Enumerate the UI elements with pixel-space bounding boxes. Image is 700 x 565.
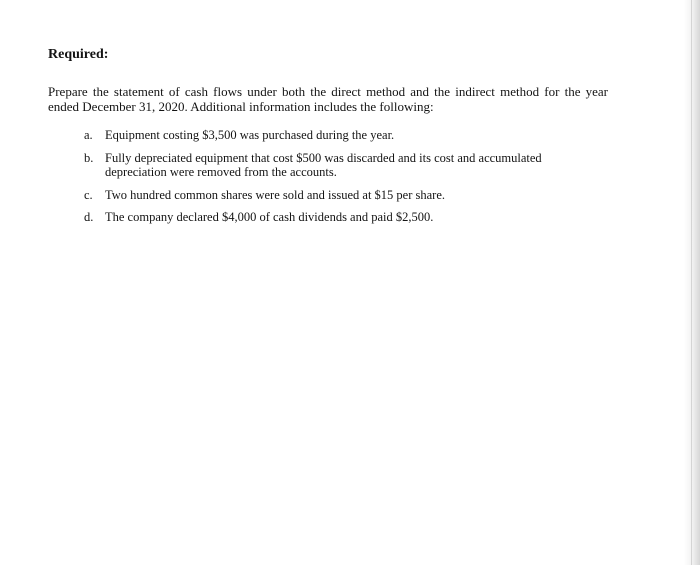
instructions-paragraph: Prepare the statement of cash flows under both the direct method and the indirect method for the year ended December 31, 2020. Additional information includes the following: [48, 84, 608, 114]
list-marker: d. [84, 210, 94, 224]
list-item-b [48, 151, 575, 180]
list-item-text: Equipment costing $3,500 was purchased during the year. [105, 128, 395, 142]
page-edge-shadow [684, 0, 700, 565]
list-item-c [48, 188, 575, 203]
page-edge-line [691, 0, 692, 565]
list-item-d [48, 210, 575, 225]
list-item-a [48, 128, 575, 143]
document-content [48, 46, 628, 233]
list-marker: c. [84, 187, 93, 202]
list-item-text: Two hundred common shares were sold and issued at $15 per share. [105, 187, 446, 202]
additional-information-list [48, 128, 628, 225]
list-item-text: The company declared $4,000 of cash dividends and paid $2,500. [105, 210, 434, 224]
required-heading: Required: [48, 47, 109, 62]
list-marker: b. [84, 150, 94, 165]
list-marker: a. [84, 128, 93, 142]
list-item-text: Fully depreciated equipment that cost $500 was discarded and its cost and accumulated depreciation were removed from the accounts. [105, 150, 542, 179]
